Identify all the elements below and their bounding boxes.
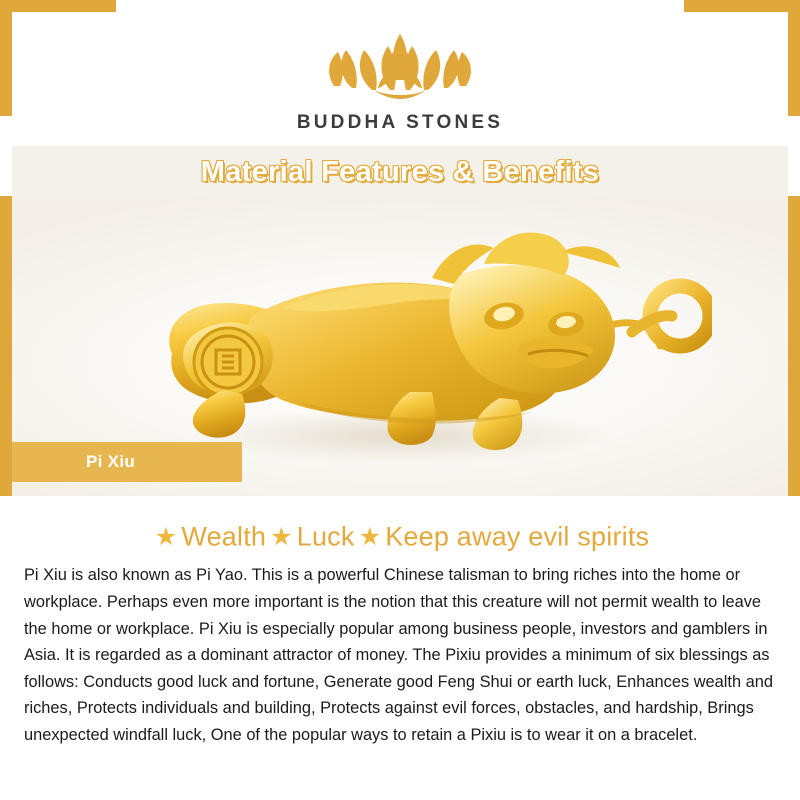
brand-name: BUDDHA STONES	[296, 112, 504, 133]
product-caption-tab	[12, 442, 242, 482]
side-bar-right	[788, 196, 800, 496]
star-icon-1: ★	[154, 522, 178, 551]
benefit-evil-spirits: Keep away evil spirits	[385, 521, 650, 552]
page-title: Material Features & Benefits	[200, 155, 600, 188]
description-paragraph: Pi Xiu is also known as Pi Yao. This is a powerful Chinese talisman to bring riches into the home or workplace. Perhaps even more important is the notion that this creature will not permit wealth to leave the home or workplace. Pi Xiu is especially popular among business people, investors and gamblers in Asia. It is regarded as a dominant attractor of money. The Pixiu provides a minimum of six blessings as follows: Conducts good luck and fortune, Generate good Feng Shui or earth luck, Enhances wealth and riches, Protects individuals and building, Protects against evil forces, obstacles, and hardship, Brings unexpected windfall luck, One of the popular ways to retain a Pixiu is to wear it on a bracelet.	[24, 566, 773, 744]
benefit-wealth: Wealth	[181, 521, 267, 552]
side-bar-left	[0, 196, 12, 496]
star-icon-2: ★	[270, 522, 293, 551]
benefit-luck: Luck	[296, 521, 355, 552]
star-icon-3: ★	[358, 522, 382, 551]
lotus-meditating-buddha-icon	[312, 16, 488, 108]
content-section	[0, 500, 800, 765]
brand-logo-block	[0, 16, 800, 144]
benefits-headline	[18, 520, 782, 552]
title-banner	[12, 146, 788, 198]
product-caption: Pi Xiu	[86, 452, 136, 471]
